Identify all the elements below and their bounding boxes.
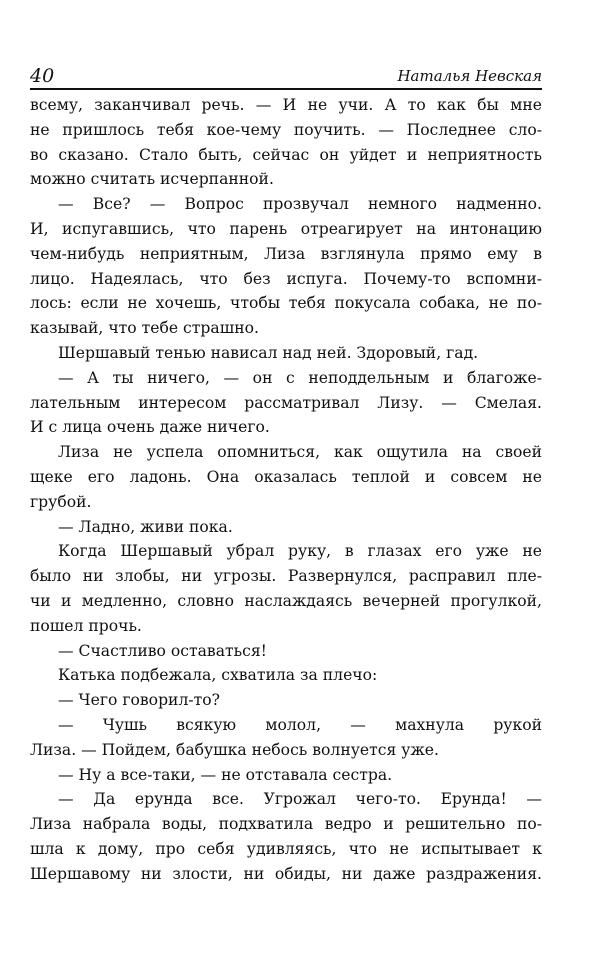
text-line: Шершавому ни злости, ни обиды, ни даже раздражения.	[30, 864, 542, 883]
text-line: шла к дому, про себя удивляясь, что не испытывает к	[30, 839, 542, 858]
text-line: — Все? — Вопрос прозвучал немного надменно.	[58, 195, 542, 214]
text-line: — Чушь всякую молол, — махнула рукой	[58, 715, 542, 734]
text-line: было ни злобы, ни угрозы. Развернулся, расправил пле-	[30, 567, 542, 586]
text-line: чи и медленно, словно наслаждаясь вечерней прогулкой,	[30, 591, 542, 610]
text-line: Когда Шершавый убрал руку, в глазах его уже не	[58, 542, 542, 561]
text-line: щеке его ладонь. Она оказалась теплой и совсем не	[30, 467, 542, 486]
text-line: пошел прочь.	[30, 616, 142, 635]
text-line: казывай, что тебе страшно.	[30, 319, 259, 338]
text-line: — Да ерунда все. Угрожал чего-то. Ерунда! —	[58, 790, 542, 809]
book-page	[30, 62, 542, 887]
text-line: Лиза не успела опомниться, как ощутила на своей	[58, 443, 542, 462]
page-header	[30, 62, 542, 90]
text-line: во сказано. Стало быть, сейчас он уйдет и неприятность	[30, 145, 542, 164]
text-line: не пришлось тебя кое-чему поучить. — Последнее сло-	[30, 120, 542, 139]
text-line: — Чего говорил-то?	[58, 691, 220, 710]
running-title: Наталья Невская	[397, 67, 542, 85]
text-line: чем-нибудь неприятным, Лиза взглянула прямо ему в	[30, 244, 542, 263]
text-line: всему, заканчивал речь. — И не учи. А то как бы мне	[30, 96, 542, 114]
text-line: Лиза набрала воды, подхватила ведро и решительно по-	[30, 815, 542, 834]
text-line: — А ты ничего, — он с неподдельным и благоже-	[58, 368, 542, 387]
text-line: Катька подбежала, схватила за плечо:	[58, 666, 378, 685]
text-line: — Ладно, живи пока.	[58, 517, 233, 536]
text-line: лательным интересом рассматривал Лизу. — Смелая.	[30, 393, 542, 412]
body-text	[30, 93, 542, 887]
text-line: — Счастливо оставаться!	[58, 641, 267, 660]
text-line: Лиза. — Пойдем, бабушка небось волнуется уже.	[30, 740, 439, 759]
text-line: можно считать исчерпанной.	[30, 170, 274, 189]
text-line: — Ну а все-таки, — не отставала сестра.	[58, 765, 393, 784]
text-line: Шершавый тенью нависал над ней. Здоровый, гад.	[58, 343, 479, 362]
text-line: лось: если не хочешь, чтобы тебя покусала собака, не по-	[30, 294, 542, 313]
text-line: лицо. Надеялась, что без испуга. Почему-то вспомни-	[30, 269, 542, 288]
page-number: 40	[30, 65, 55, 87]
text-line: И с лица очень даже ничего.	[30, 418, 270, 437]
text-line: грубой.	[30, 492, 92, 511]
text-line: И, испугавшись, что парень отреагирует на интонацию	[30, 219, 542, 238]
